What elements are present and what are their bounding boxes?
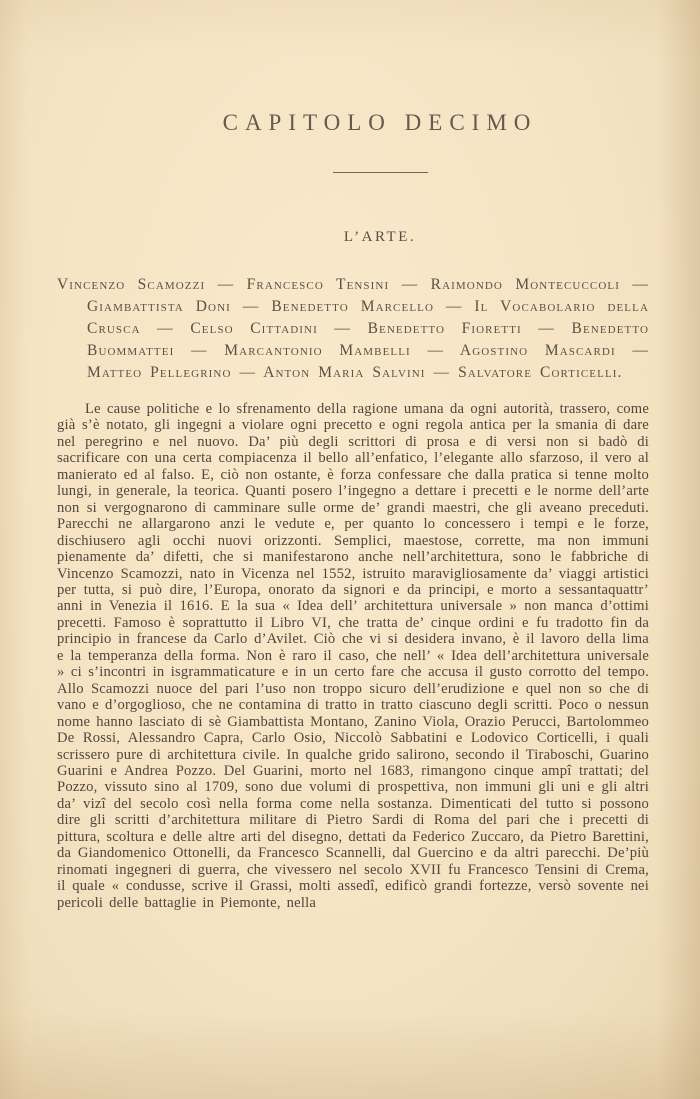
body-paragraph: Le cause politiche e lo sfrenamento della ragione umana da ogni autorità, trassero, come già s’è notato, gli ingegni a violare ogni precetto e ogni regola antica per la smania di dare nel peregrino e nel nuovo. Da’ più degli scrittori di prosa e di versi non si badò di sacrificare con una certa compiacenza il bello all’enfatico, l’elegante allo sfarzoso, il vero al manierato ed al falso. E, ciò non ostante, è forza confessare che dalla pratica si tenne molto lungi, in generale, la teorica. Quanti posero l’ingegno a dettare i precetti e le norme dell’arte non si vergognarono di camminare sulle orme de’ grandi maestri, che gli aveano preceduti. Parecchi ne allargarono anzi le vedute e, per quanto lo concessero i tempi e le forze, dischiusero agli occhi nuovi orizzonti. Semplici, maestose, corrette, ma non immuni pienamente da’ difetti, che si manifestarono anche nell’architettura, sono le fabbriche di Vincenzo Scamozzi, nato in Vicenza nel 1552, istruito maravigliosamente da’ viaggi artistici per tutta, si può dire, l’Europa, onorato da signori e da principi, e morto a sessantaquattr’ anni in Venezia il 1616. E la sua « Idea dell’ architettura universale » non manca d’ottimi precetti. Famoso è soprattutto il Libro VI, che tratta de’ cinque ordini e fu tradotto fin da principio in francese da Carlo d’Avilet. Ciò che vi si desidera invano, è il lavoro della lima e la temperanza della forma. Non è raro il caso, che nell’ « Idea dell’architettura universale » ci s’incontri in isgrammaticature e in un certo fare che accusa il gusto corrotto del tempo. Allo Scamozzi nuoce del pari l’uso non troppo sicuro dell’erudizione e quel non so che di vano e d’orgoglioso, che ne contamina di tratto in tratto ciascuno degli scritti. Poco o nessun nome hanno lasciato di sè Giambattista Montano, Zanino Viola, Orazio Perucci, Bartolommeo De Rossi, Alessandro Capra, Carlo Osio, Niccolò Sabbatini e Lodovico Corticelli, i quali scrissero pure di architettura civile. In qualche grido salirono, secondo il Tiraboschi, Guarino Guarini e Andrea Pozzo. Del Guarini, morto nel 1683, rimangono cinque ampî trattati; del Pozzo, vissuto sino al 1709, sono due volumi di prospettiva, non immuni gli uni e gli altri da’ vizî del secolo così nella forma come nella sostanza. Dimenticati del tutto si possono dire gli scritti d’architettura militare di Pietro Sardi di Roma del pari che i precetti di pittura, scoltura e delle altre arti del disegno, dettati da Federico Zuccaro, da Pietro Barettini, da Giandomenico Ottonelli, da Francesco Scannelli, dal Guercino e da altri parecchi. De’più rinomati ingegneri di guerra, che vivessero nel secolo XVII fu Francesco Tensini di Crema, il quale « condusse, scrive il Grassi, molti assedî, edificò grandi fortezze, versò sovente nei pericoli delle battaglie in Piemonte, nella: [57, 401, 649, 911]
section-title: L’ARTE.: [343, 229, 417, 245]
chapter-divider-rule: [333, 172, 428, 173]
chapter-contents-names: Vincenzo Scamozzi — Francesco Tensini — Raimondo Montecuccoli — Giambattista Doni — Benedetto Marcello — Il Vocabolario della Crusca — Celso Cittadini — Benedetto Fioretti — Benedetto Buommattei — Marcantonio Mambelli — Agostino Mascardi — Matteo Pellegrino — Anton Maria Salvini — Salvatore Corticelli.: [57, 276, 649, 381]
chapter-title: CAPITOLO DECIMO: [222, 110, 538, 135]
